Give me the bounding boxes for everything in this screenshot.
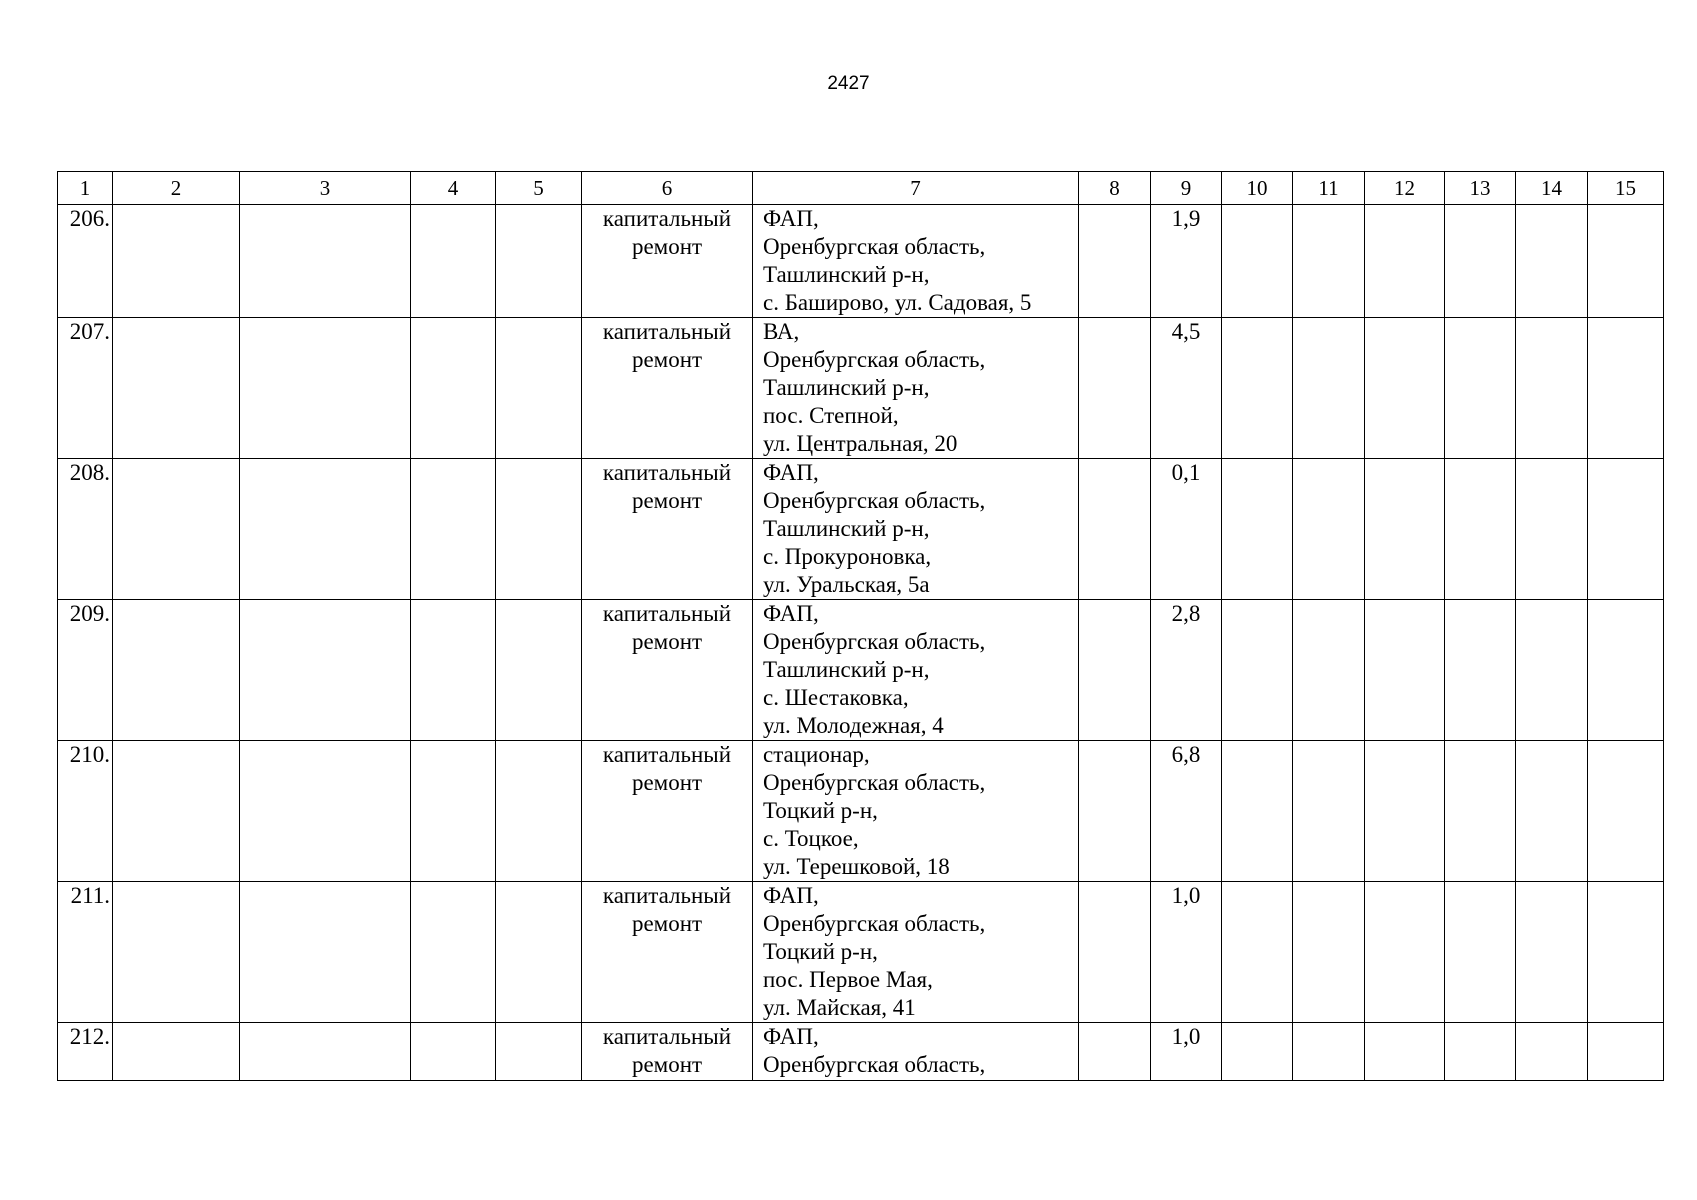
address-cell (753, 459, 1079, 600)
empty-cell-col-8 (1079, 600, 1151, 741)
empty-cell-col-8 (1079, 205, 1151, 318)
empty-cell-col-4 (411, 882, 496, 1023)
work-type-cell (582, 459, 753, 600)
empty-cell-col-14 (1516, 318, 1588, 459)
work-type-cell (582, 741, 753, 882)
column-header-11: 11 (1293, 172, 1365, 205)
table-row (58, 1023, 1664, 1081)
address-line: Оренбургская область, (763, 488, 986, 513)
empty-cell-col-14 (1516, 1023, 1588, 1081)
address-line: пос. Первое Мая, (763, 967, 933, 992)
empty-cell-col-8 (1079, 741, 1151, 882)
empty-cell-col-3 (240, 318, 411, 459)
address-cell (753, 600, 1079, 741)
work-type-line: ремонт (631, 1052, 703, 1077)
address-line: с. Баширово, ул. Садовая, 5 (763, 290, 1032, 315)
empty-cell-col-13 (1445, 882, 1516, 1023)
table-row (58, 205, 1664, 318)
empty-cell-col-3 (240, 459, 411, 600)
empty-cell-col-14 (1516, 205, 1588, 318)
work-type-line: капитальный (602, 1024, 732, 1049)
empty-cell-col-4 (411, 1023, 496, 1081)
empty-cell-col-5 (496, 600, 582, 741)
work-type-line: капитальный (602, 601, 732, 626)
value-cell: 1,0 (1151, 882, 1222, 1023)
empty-cell-col-10 (1222, 459, 1293, 600)
empty-cell-col-12 (1365, 318, 1445, 459)
column-header-6: 6 (582, 172, 753, 205)
empty-cell-col-5 (496, 1023, 582, 1081)
empty-cell-col-8 (1079, 459, 1151, 600)
row-number: 208. (58, 459, 113, 600)
address-line: ул. Майская, 41 (763, 995, 916, 1020)
empty-cell-col-13 (1445, 741, 1516, 882)
empty-cell-col-3 (240, 600, 411, 741)
column-header-15: 15 (1588, 172, 1664, 205)
empty-cell-col-3 (240, 741, 411, 882)
empty-cell-col-3 (240, 882, 411, 1023)
work-type-line: капитальный (602, 319, 732, 344)
empty-cell-col-10 (1222, 600, 1293, 741)
table-row (58, 318, 1664, 459)
table-row (58, 600, 1664, 741)
column-header-12: 12 (1365, 172, 1445, 205)
empty-cell-col-15 (1588, 318, 1664, 459)
empty-cell-col-12 (1365, 600, 1445, 741)
address-line: Ташлинский р-н, (763, 516, 930, 541)
empty-cell-col-11 (1293, 600, 1365, 741)
empty-cell-col-2 (113, 882, 240, 1023)
column-header-9: 9 (1151, 172, 1222, 205)
empty-cell-col-10 (1222, 882, 1293, 1023)
empty-cell-col-11 (1293, 741, 1365, 882)
empty-cell-col-10 (1222, 205, 1293, 318)
column-header-14: 14 (1516, 172, 1588, 205)
address-line: Оренбургская область, (763, 770, 986, 795)
work-type-cell (582, 318, 753, 459)
address-line: Ташлинский р-н, (763, 262, 930, 287)
objects-table (57, 171, 1664, 1081)
table-header-row (58, 172, 1664, 205)
address-line: Ташлинский р-н, (763, 657, 930, 682)
column-header-7: 7 (753, 172, 1079, 205)
empty-cell-col-10 (1222, 1023, 1293, 1081)
empty-cell-col-15 (1588, 741, 1664, 882)
empty-cell-col-3 (240, 205, 411, 318)
row-number: 210. (58, 741, 113, 882)
table-row (58, 459, 1664, 600)
empty-cell-col-2 (113, 459, 240, 600)
value-cell: 1,0 (1151, 1023, 1222, 1081)
address-line: с. Шестаковка, (763, 685, 909, 710)
address-line: ул. Молодежная, 4 (763, 713, 944, 738)
empty-cell-col-4 (411, 459, 496, 600)
row-number: 212. (58, 1023, 113, 1081)
empty-cell-col-13 (1445, 600, 1516, 741)
empty-cell-col-15 (1588, 459, 1664, 600)
value-cell: 6,8 (1151, 741, 1222, 882)
empty-cell-col-15 (1588, 1023, 1664, 1081)
work-type-cell (582, 882, 753, 1023)
empty-cell-col-5 (496, 318, 582, 459)
empty-cell-col-4 (411, 600, 496, 741)
empty-cell-col-13 (1445, 318, 1516, 459)
empty-cell-col-13 (1445, 1023, 1516, 1081)
address-line: с. Тоцкое, (763, 826, 859, 851)
empty-cell-col-8 (1079, 318, 1151, 459)
empty-cell-col-14 (1516, 882, 1588, 1023)
address-cell (753, 205, 1079, 318)
work-type-line: ремонт (631, 911, 703, 936)
address-cell (753, 882, 1079, 1023)
address-line: Тоцкий р-н, (763, 798, 878, 823)
empty-cell-col-12 (1365, 882, 1445, 1023)
address-line: ВА, (763, 319, 800, 344)
address-line: пос. Степной, (763, 403, 899, 428)
address-line: Ташлинский р-н, (763, 375, 930, 400)
value-cell: 1,9 (1151, 205, 1222, 318)
work-type-line: ремонт (631, 234, 703, 259)
empty-cell-col-12 (1365, 1023, 1445, 1081)
empty-cell-col-12 (1365, 459, 1445, 600)
empty-cell-col-12 (1365, 741, 1445, 882)
row-number: 206. (58, 205, 113, 318)
empty-cell-col-2 (113, 1023, 240, 1081)
address-line: Оренбургская область, (763, 1052, 986, 1077)
empty-cell-col-10 (1222, 318, 1293, 459)
empty-cell-col-2 (113, 600, 240, 741)
empty-cell-col-14 (1516, 600, 1588, 741)
row-number: 209. (58, 600, 113, 741)
address-line: ФАП, (763, 883, 819, 908)
work-type-line: ремонт (631, 770, 703, 795)
empty-cell-col-2 (113, 205, 240, 318)
work-type-cell (582, 1023, 753, 1081)
empty-cell-col-5 (496, 882, 582, 1023)
column-header-4: 4 (411, 172, 496, 205)
empty-cell-col-2 (113, 741, 240, 882)
value-cell: 4,5 (1151, 318, 1222, 459)
address-line: ул. Уральская, 5а (763, 572, 930, 597)
empty-cell-col-15 (1588, 600, 1664, 741)
address-line: Оренбургская область, (763, 629, 986, 654)
address-line: Оренбургская область, (763, 911, 986, 936)
table-body (58, 172, 1664, 1081)
row-number: 207. (58, 318, 113, 459)
column-header-1: 1 (58, 172, 113, 205)
empty-cell-col-5 (496, 459, 582, 600)
work-type-line: ремонт (631, 488, 703, 513)
work-type-cell (582, 600, 753, 741)
column-header-8: 8 (1079, 172, 1151, 205)
work-type-line: капитальный (602, 460, 732, 485)
empty-cell-col-2 (113, 318, 240, 459)
address-line: с. Прокуроновка, (763, 544, 932, 569)
work-type-line: капитальный (602, 206, 732, 231)
address-line: ФАП, (763, 1024, 819, 1049)
address-line: ул. Центральная, 20 (763, 431, 958, 456)
address-line: стационар, (763, 742, 870, 767)
address-cell (753, 741, 1079, 882)
address-line: ФАП, (763, 460, 819, 485)
address-cell (753, 318, 1079, 459)
empty-cell-col-8 (1079, 1023, 1151, 1081)
empty-cell-col-11 (1293, 882, 1365, 1023)
row-number: 211. (58, 882, 113, 1023)
column-header-3: 3 (240, 172, 411, 205)
address-line: ул. Терешковой, 18 (763, 854, 950, 879)
empty-cell-col-4 (411, 741, 496, 882)
empty-cell-col-4 (411, 318, 496, 459)
empty-cell-col-14 (1516, 741, 1588, 882)
empty-cell-col-12 (1365, 205, 1445, 318)
column-header-5: 5 (496, 172, 582, 205)
address-line: Тоцкий р-н, (763, 939, 878, 964)
empty-cell-col-4 (411, 205, 496, 318)
empty-cell-col-11 (1293, 318, 1365, 459)
empty-cell-col-15 (1588, 882, 1664, 1023)
address-line: ФАП, (763, 206, 819, 231)
column-header-10: 10 (1222, 172, 1293, 205)
empty-cell-col-11 (1293, 459, 1365, 600)
empty-cell-col-11 (1293, 1023, 1365, 1081)
address-line: ФАП, (763, 601, 819, 626)
empty-cell-col-5 (496, 741, 582, 882)
address-cell (753, 1023, 1079, 1081)
empty-cell-col-15 (1588, 205, 1664, 318)
work-type-line: ремонт (631, 347, 703, 372)
address-line: Оренбургская область, (763, 347, 986, 372)
work-type-line: капитальный (602, 742, 732, 767)
empty-cell-col-10 (1222, 741, 1293, 882)
table-row (58, 741, 1664, 882)
empty-cell-col-14 (1516, 459, 1588, 600)
value-cell: 0,1 (1151, 459, 1222, 600)
empty-cell-col-11 (1293, 205, 1365, 318)
page-number: 2427 (827, 73, 870, 94)
address-line: Оренбургская область, (763, 234, 986, 259)
empty-cell-col-13 (1445, 205, 1516, 318)
work-type-line: ремонт (631, 629, 703, 654)
empty-cell-col-3 (240, 1023, 411, 1081)
empty-cell-col-13 (1445, 459, 1516, 600)
table-row (58, 882, 1664, 1023)
work-type-line: капитальный (602, 883, 732, 908)
column-header-13: 13 (1445, 172, 1516, 205)
empty-cell-col-5 (496, 205, 582, 318)
value-cell: 2,8 (1151, 600, 1222, 741)
column-header-2: 2 (113, 172, 240, 205)
empty-cell-col-8 (1079, 882, 1151, 1023)
work-type-cell (582, 205, 753, 318)
